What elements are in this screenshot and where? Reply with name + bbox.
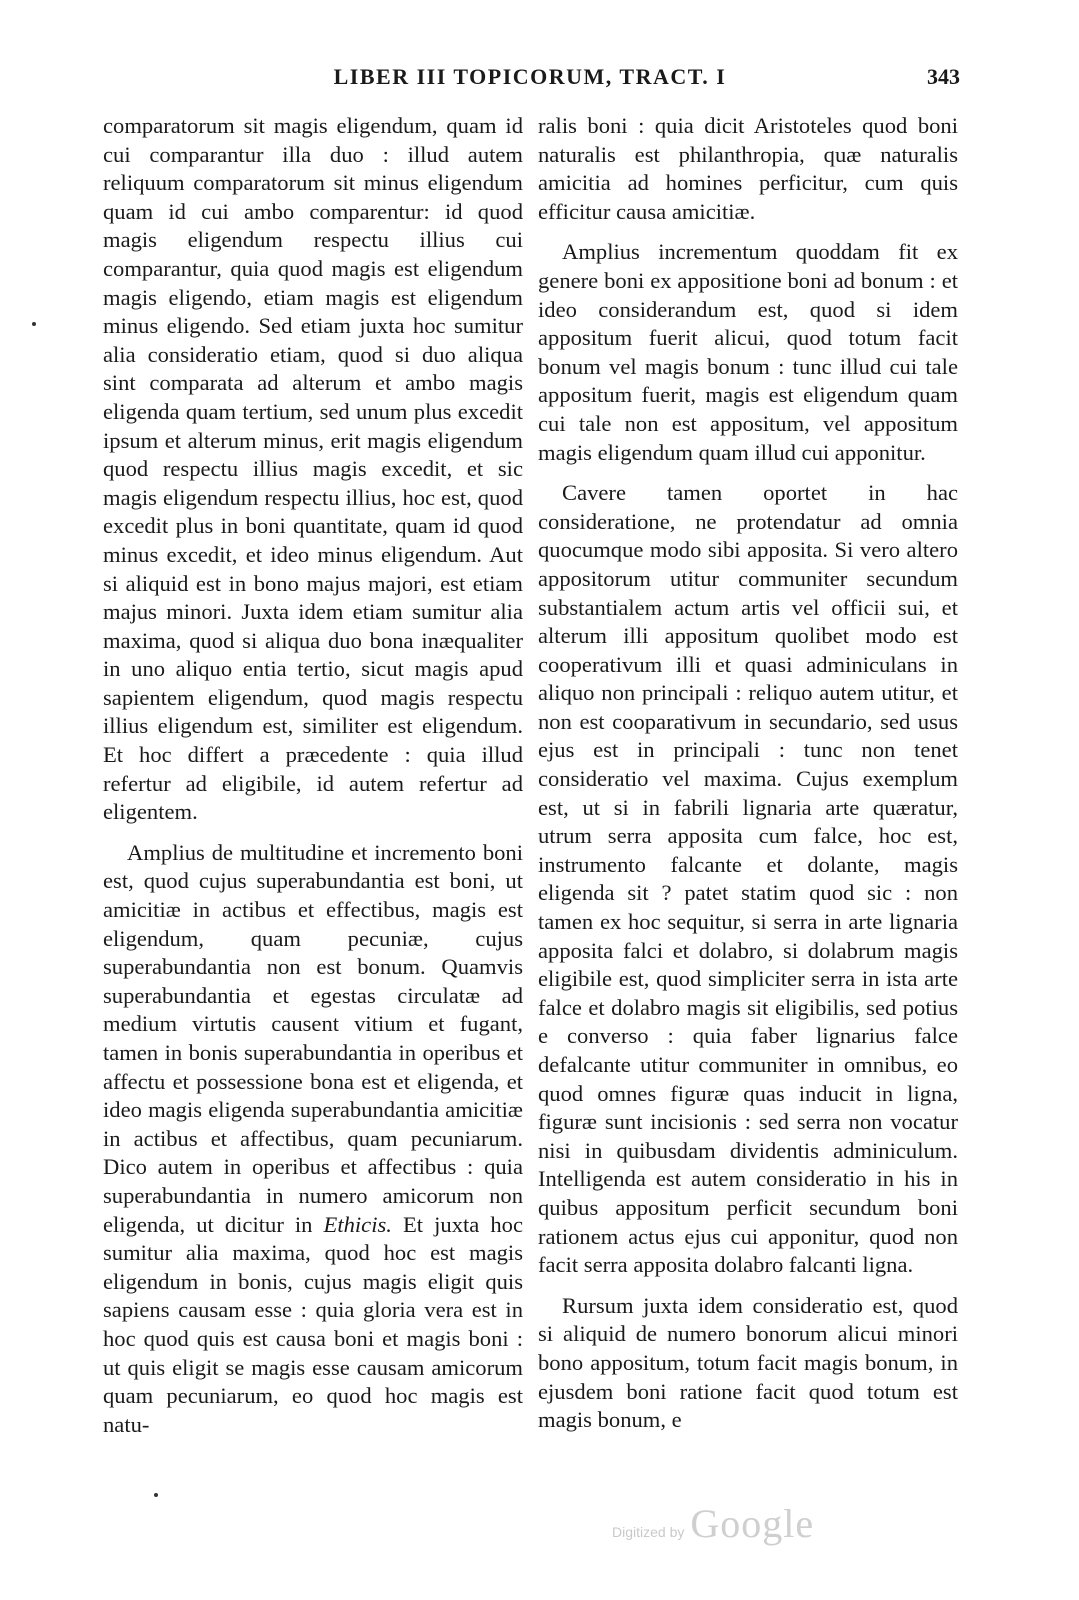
paragraph-right-1: ralis boni : quia dicit Aristoteles quod boni naturalis est philanthropia, quæ naturalis amicitia ad homines perficitur, cum quis efficitur causa amicitiæ. bbox=[538, 113, 958, 224]
paragraph-right-2: Amplius incrementum quoddam fit ex genere boni ex appositione boni ad bonum : et ideo considerandum est, quod si idem appositum fuerit alicui, quod totum facit bonum vel magis bonum : tunc illud cui tale appositum fuerit, magis est eligendum quam cui tale non est appositum, vel appositum magis eligendum quam illud cui apponitur. bbox=[538, 239, 958, 465]
paragraph-left-1: comparatorum sit magis eligendum, quam id cui comparantur illa duo : illud autem reliquum comparatorum sit minus eligendum quam id cui ambo comparentur: id quod magis eligendum respectu illius cui comparantur, quia quod magis est eligendum magis eligendo, etiam magis est eligendum minus eligendo. Sed etiam juxta hoc sumitur alia consideratio etiam, quod si duo aliqua sint comparata ad alterum et ambo magis eligenda quam tertium, sed unum plus excedit ipsum et alterum minus, erit magis eligendum quod respectu illius magis excedit, et sic magis eligendum respectu illius, hoc est, quod excedit plus in boni quantitate, quam id quod minus excedit, et ideo minus eligendum. Aut si aliquid est in bono majus majori, est etiam majus minori. Juxta idem etiam sumitur alia maxima, quod si aliqua duo bona inæqualiter in uno aliquo entia tertio, sicut magis apud sapientem eligendum, quod magis respectu illius eligendum est, similiter est eligendum. Et hoc differt a præcedente : quia illud refertur ad eligibile, id autem refertur ad eligentem. bbox=[103, 113, 523, 825]
paragraph-right-3: Cavere tamen oportet in hac consideratione, ne protendatur ad omnia quocumque modo sibi apposita. Si vero altero appositorum utitur communiter secundum substantialem actum artis vel officii sui, et alterum illi appositum quolibet modo est cooperativum illi et quasi adminiculans in aliquo non principali : reliquo autem utitur, et non est cooparativum in secundario, sed usus ejus est in principali : tunc non tenet consideratio vel maxima. Cujus exemplum est, ut si in fabrili lignaria arte quæratur, utrum serra apposita cum falce, hoc est, instrumento falcante et dolante, magis eligenda sit ? patet statim quod sic : non tamen ex hoc sequitur, si serra in arte lignaria apposita falci et dolabro, si dolabrum magis eligibile est, quod simpliciter serra in ista arte falce et dolabro magis sit eligibilis, sed potius e converso : quia faber lignarius falce defalcante utitur communiter in omnibus, eo quod omnes figuræ quas inducit in ligna, figuræ sunt incisionis : sed serra non vocatur nisi in quibusdam dividentis adminiculum. Intelligenda est autem consideratio in his in quibus appositum perficit secundum boni rationem actus ejus cui apponitur, quod non facit serra apposita dolabro falcanti ligna. bbox=[538, 480, 958, 1278]
ethicis-italic: Ethicis. bbox=[323, 1211, 403, 1237]
paragraph-left-2 bbox=[103, 839, 523, 1439]
running-header bbox=[100, 64, 960, 96]
digitized-credit bbox=[612, 1500, 852, 1550]
page-number: 343 bbox=[927, 64, 960, 89]
google-logo-icon: Google bbox=[690, 1501, 815, 1546]
margin-speck bbox=[154, 1493, 158, 1497]
paragraph-left-2-cont: Et juxta hoc sumitur alia maxima, quod hoc est magis eligendum in bonis, cujus magis eligit quis sapiens causam esse : quia gloria vera est in hoc quod quis est causa boni et magis boni : ut quis eligit se magis esse causam amicorum quam pecuniarum, eo quod hoc magis est natu- bbox=[103, 1211, 523, 1437]
left-column bbox=[103, 112, 523, 1451]
paragraph-right-4: Rursum juxta idem consideratio est, quod si aliquid de numero bonorum alicui minori bono appositum, totum facit magis bonum, in ejusdem boni ratione facit quod totum est magis bonum, e bbox=[538, 1292, 958, 1433]
right-column bbox=[538, 112, 958, 1447]
paragraph-left-2-text: Amplius de multitudine et incremento boni est, quod cujus superabundantia est boni, ut amicitiæ in actibus et effectibus, magis est eligendum, quam pecuniæ, cujus superabundantia non est bonum. Quamvis superabundantia et egestas circulatæ ad medium virtutis causent vitium et fugant, tamen in bonis superabundantia in operibus et affectu et possessione bona est et eligenda, et ideo magis eligenda superabundantia amicitiæ in actibus et affectibus, quam pecuniarum. Dico autem in operibus et affectibus : quia superabundantia in numero amicorum non eligenda, ut dicitur in bbox=[103, 839, 523, 1237]
digitized-label: Digitized by bbox=[612, 1524, 685, 1540]
margin-speck bbox=[32, 322, 36, 326]
running-title: LIBER III TOPICORUM, TRACT. I bbox=[333, 64, 727, 89]
